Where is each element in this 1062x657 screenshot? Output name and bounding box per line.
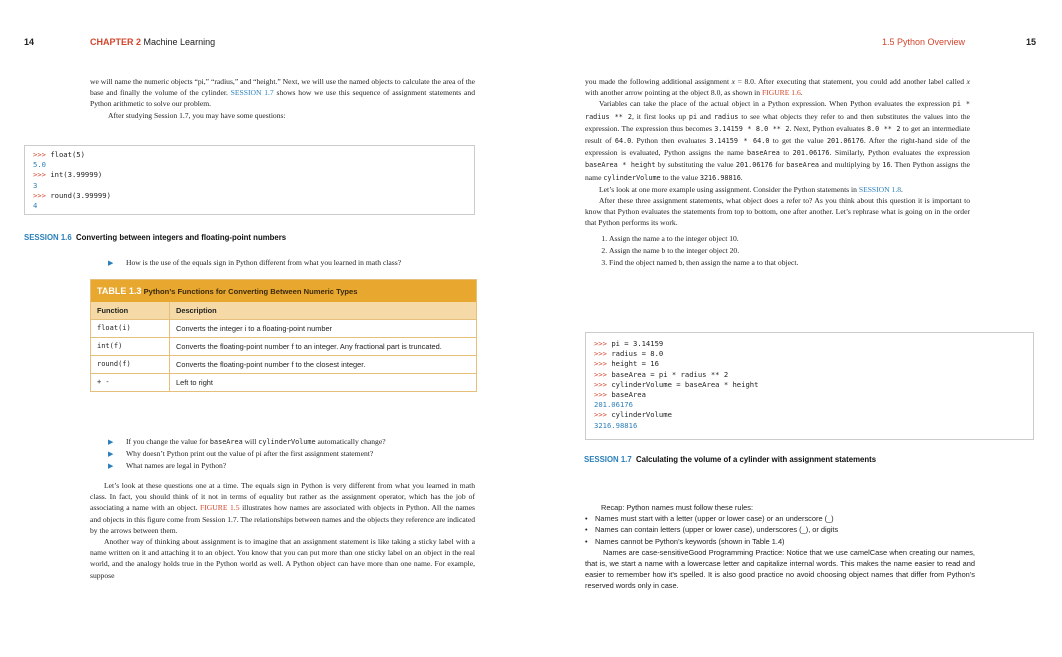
code-line — [594, 380, 1025, 390]
session-1-6-label: SESSION 1.6 — [24, 233, 72, 242]
code-output: 3216.98816 — [594, 420, 638, 430]
code-output: 5.0 — [33, 160, 46, 170]
code-term: 201.06176 — [735, 161, 773, 170]
code-prompt: >>> — [594, 379, 612, 389]
text-run: . — [740, 172, 743, 182]
session-1-7-caption — [584, 455, 876, 464]
recap-heading: Recap: Python names must follow these rules: — [601, 503, 753, 512]
code-input: pi = 3.14159 — [611, 339, 664, 348]
text-run: What names are legal in Python? — [126, 461, 227, 470]
left-page-number: 14 — [24, 37, 35, 47]
session-1-6-caption — [24, 233, 286, 242]
chapter-title: Machine Learning — [143, 37, 216, 47]
list-item — [108, 460, 478, 472]
table-title-bar — [91, 280, 476, 302]
code-term: 3.14159 * 64.0 — [709, 137, 770, 146]
cross-reference: FIGURE 1.6 — [761, 88, 801, 98]
code-term: cylinderVolume — [258, 438, 316, 446]
cross-reference: SESSION 1.8 — [858, 184, 902, 194]
text-run: Why doesn’t Python print out the value of pi after the first assignment statement? — [126, 449, 374, 458]
text-run: with another arrow pointing at the object 8.0, as shown in — [585, 88, 762, 98]
bullet-dot-icon: • — [585, 536, 588, 546]
list-item: • Names must start with a letter (upper or lower case) or an underscore (_) — [585, 514, 834, 524]
code-input: cylinderVolume = baseArea * height — [611, 379, 759, 389]
text-run: If you change the value for — [126, 437, 210, 446]
session-1-7-label: SESSION 1.7 — [584, 455, 632, 464]
right-paragraph-4: After these three assignment statements, what object does a refer to? As you think about this question it is important to know that Python evaluates the statements from top to bottom, one after another. Let’s rephrase what is going on in the order that Python performs its work. — [585, 196, 970, 228]
code-prompt: >>> — [594, 349, 612, 359]
code-term: pi * radius ** 2 — [585, 100, 970, 121]
bullet-dot-icon: • — [585, 525, 588, 535]
text-run: to see what objects they refer to and then substitutes the values into the expression. The expression thus becomes — [585, 111, 970, 133]
practice-paragraph: Names are case-sensitiveGood Programming Practice: Notice that we use camelCase when creating our names, that is, we start a name with a lowercase letter and capitalize internal words. This makes the name easier to read and easier to remember how it’s spelled. It is also good practice no avoid choosing object names that differ from Python’s reserved words only in case. — [585, 547, 975, 591]
intro-paragraph-1 — [90, 76, 475, 110]
cell-description: Converts the floating-point number f to an integer. Any fractional part is truncated. — [170, 338, 477, 356]
text-run: . After the right-hand side of the expression is evaluated, Python assigns the name — [585, 136, 971, 158]
list-item: 1. Assign the name a to the integer object 10. — [609, 233, 970, 245]
running-head-left — [90, 37, 215, 47]
cell-description: Converts the floating-point number f to the closest integer. — [170, 356, 477, 374]
code-term: baseArea — [209, 438, 243, 446]
code-prompt: >>> — [594, 359, 612, 369]
right-paragraph-2 — [585, 98, 970, 183]
code-prompt: >>> — [594, 339, 612, 348]
text-run: we will name the numeric objects “pi,” “radius,” and “height.” Next, we will use the named objects to calculate the area of the base and finally the volume of the cylinder. — [90, 77, 475, 98]
code-output: 3 — [33, 180, 38, 190]
code-prompt: >>> — [594, 369, 612, 379]
cell-function: + - — [91, 374, 170, 392]
text-run: , it first looks up — [632, 111, 689, 121]
cross-reference: SESSION 1.7 — [230, 88, 274, 98]
code-prompt: >>> — [33, 150, 51, 159]
triangle-bullet-icon: ▶ — [108, 450, 114, 458]
code-line — [33, 191, 466, 201]
session-1-7-title: Calculating the volume of a cylinder with assignment statements — [636, 455, 877, 464]
code-output: 4 — [33, 201, 38, 211]
text-run: Let’s look at these questions one at a time. The equals sign in Python is very different from what you learned in math class. In fact, you should think of it not in terms of equality but rather as the assignment operator, which has the job of associating a name with an object. — [90, 481, 475, 513]
recap-section — [585, 502, 975, 592]
code-term: 201.06176 — [826, 137, 864, 146]
text-run: . Python then evaluates — [631, 136, 710, 146]
right-paragraph-1 — [585, 76, 970, 98]
text-run: to get an intermediate result of — [585, 123, 970, 146]
text-run: and multiplying by — [819, 160, 883, 170]
code-line — [33, 170, 466, 180]
list-item: • Names cannot be Python’s keywords (shown in Table 1.4) — [585, 536, 785, 546]
code-input: round(3.99999) — [50, 190, 111, 200]
code-input: baseArea — [611, 390, 646, 400]
code-input: float(5) — [50, 150, 85, 159]
left-body — [90, 480, 475, 581]
variable-term: x — [966, 77, 970, 86]
text-run: automatically change? — [315, 437, 386, 446]
list-item: 2. Assign the name b to the integer object 20. — [609, 245, 970, 257]
code-prompt: >>> — [594, 390, 612, 400]
text-run: you made the following additional assignment — [585, 77, 732, 86]
code-line — [594, 359, 1025, 369]
table-title: Python’s Functions for Converting Between Numeric Types — [143, 287, 358, 296]
code-output: 201.06176 — [594, 400, 633, 410]
right-page-number: 15 — [1026, 37, 1037, 47]
code-term: 201.06176 — [792, 149, 830, 158]
cell-description: Converts the integer i to a floating-point number — [170, 320, 477, 338]
table-body — [91, 302, 476, 391]
code-line — [594, 349, 1025, 359]
text-run: . Then Python assigns the name — [585, 160, 970, 182]
left-intro — [90, 76, 475, 121]
code-prompt: >>> — [33, 170, 51, 180]
col-function-header: Function — [91, 302, 170, 320]
question-equals-sign: ▶ How is the use of the equals sign in Python different from what you learned in math class? — [108, 258, 402, 267]
right-paragraph-3 — [585, 184, 970, 195]
table-row — [91, 374, 476, 392]
code-term: cylinderVolume — [603, 173, 661, 182]
code-input: cylinderVolume — [611, 410, 672, 420]
list-item: 3. Find the object named b, then assign the name a to that object. — [609, 257, 970, 269]
text-run: . Similarly, Python evaluates the expression — [829, 148, 970, 158]
code-block-session-1-6 — [24, 145, 475, 215]
text-run: shows how we use this sequence of assignment statements and Python arithmetic to solve our problem. — [90, 88, 476, 109]
text-run: illustrates how names are associated with objects in Python. All the names and objects in this figure come from Session 1.7. The relationships between names and the objects they reference are indicated by the arrows between them. — [90, 503, 475, 535]
triangle-bullet-icon: ▶ — [108, 438, 114, 446]
table-row — [91, 356, 476, 374]
body-paragraph-2: Another way of thinking about assignment is to imagine that an assignment statement is like taking a sticky label with a name written on it and attaching it to an object. You know that you can put more than one sticky label on an object in the real world, and the analogy holds true in the Python world as well. A Python object can have more than one name. For example, suppose — [90, 537, 475, 580]
code-line — [594, 370, 1025, 380]
code-term: baseArea — [786, 161, 820, 170]
col-description-header: Description — [170, 302, 477, 320]
table-row — [91, 320, 476, 338]
code-input: height = 16 — [611, 359, 659, 369]
text-run: Let’s look at one more example using assignment. Consider the Python statements in — [599, 184, 859, 194]
code-term: radius — [713, 112, 739, 121]
intro-paragraph-2: After studying Session 1.7, you may have some questions: — [108, 110, 286, 120]
code-term: 64.0 — [614, 137, 632, 146]
text-run: to the value — [660, 172, 700, 182]
cell-description: Left to right — [176, 378, 213, 387]
running-head-right: 1.5 Python Overview — [882, 37, 966, 47]
code-line — [594, 390, 1025, 400]
text-run: = 8.0. After executing that statement, you could add another label called — [735, 77, 967, 86]
cell-function: int(f) — [91, 338, 170, 356]
list-item — [108, 436, 478, 448]
code-term: baseArea — [747, 149, 780, 158]
text-run: and — [697, 111, 714, 121]
right-text — [585, 76, 970, 269]
cell-function: round(f) — [91, 356, 170, 374]
table-header-row — [91, 302, 476, 320]
text-run: . Next, Python evaluates — [789, 123, 867, 133]
cross-reference: FIGURE 1.5 — [200, 503, 240, 513]
text-run: will — [242, 437, 259, 446]
chapter-label: CHAPTER 2 — [90, 37, 142, 47]
text-run: Variables can take the place of the actual object in a Python expression. When Python evaluates the expression — [599, 99, 953, 109]
code-term: 3.14159 * 8.0 ** 2 — [714, 124, 790, 133]
code-input: baseArea = pi * radius ** 2 — [611, 369, 729, 379]
table-1-3 — [90, 279, 477, 392]
text-run: to — [779, 148, 793, 158]
cell-function: float(i) — [91, 320, 170, 338]
variable-term: x — [731, 77, 736, 86]
list-item — [108, 448, 478, 460]
text-run: to get the value — [769, 136, 827, 146]
code-term: 16 — [882, 161, 891, 170]
code-line — [594, 410, 1025, 420]
text-run: for — [772, 160, 787, 170]
triangle-bullet-icon: ▶ — [108, 259, 114, 267]
bullet-dot-icon: • — [585, 514, 588, 524]
table-row — [91, 338, 476, 356]
table-label: TABLE 1.3 — [97, 286, 142, 296]
code-input: radius = 8.0 — [611, 349, 664, 359]
code-line — [33, 150, 466, 160]
code-prompt: >>> — [594, 410, 612, 420]
code-term: pi — [688, 112, 698, 121]
code-term: 8.0 ** 2 — [866, 124, 901, 133]
code-term: 3216.98816 — [699, 173, 741, 182]
code-input: int(3.99999) — [50, 170, 103, 180]
triangle-bullet-icon: ▶ — [108, 462, 114, 470]
code-line — [594, 339, 1025, 349]
list-item: • Names can contain letters (upper or lower case), underscores (_), or digits — [585, 525, 839, 535]
steps-list — [585, 233, 970, 269]
code-term: baseArea * height — [585, 161, 656, 170]
text-run: by substituting the value — [655, 160, 736, 170]
body-paragraph-1 — [90, 480, 475, 536]
text-run: . — [901, 184, 903, 194]
code-block-session-1-7 — [585, 332, 1034, 440]
code-prompt: >>> — [33, 190, 51, 200]
question-list — [108, 436, 478, 472]
text-run: . — [800, 88, 803, 98]
session-1-6-title: Converting between integers and floating-point numbers — [76, 233, 287, 242]
